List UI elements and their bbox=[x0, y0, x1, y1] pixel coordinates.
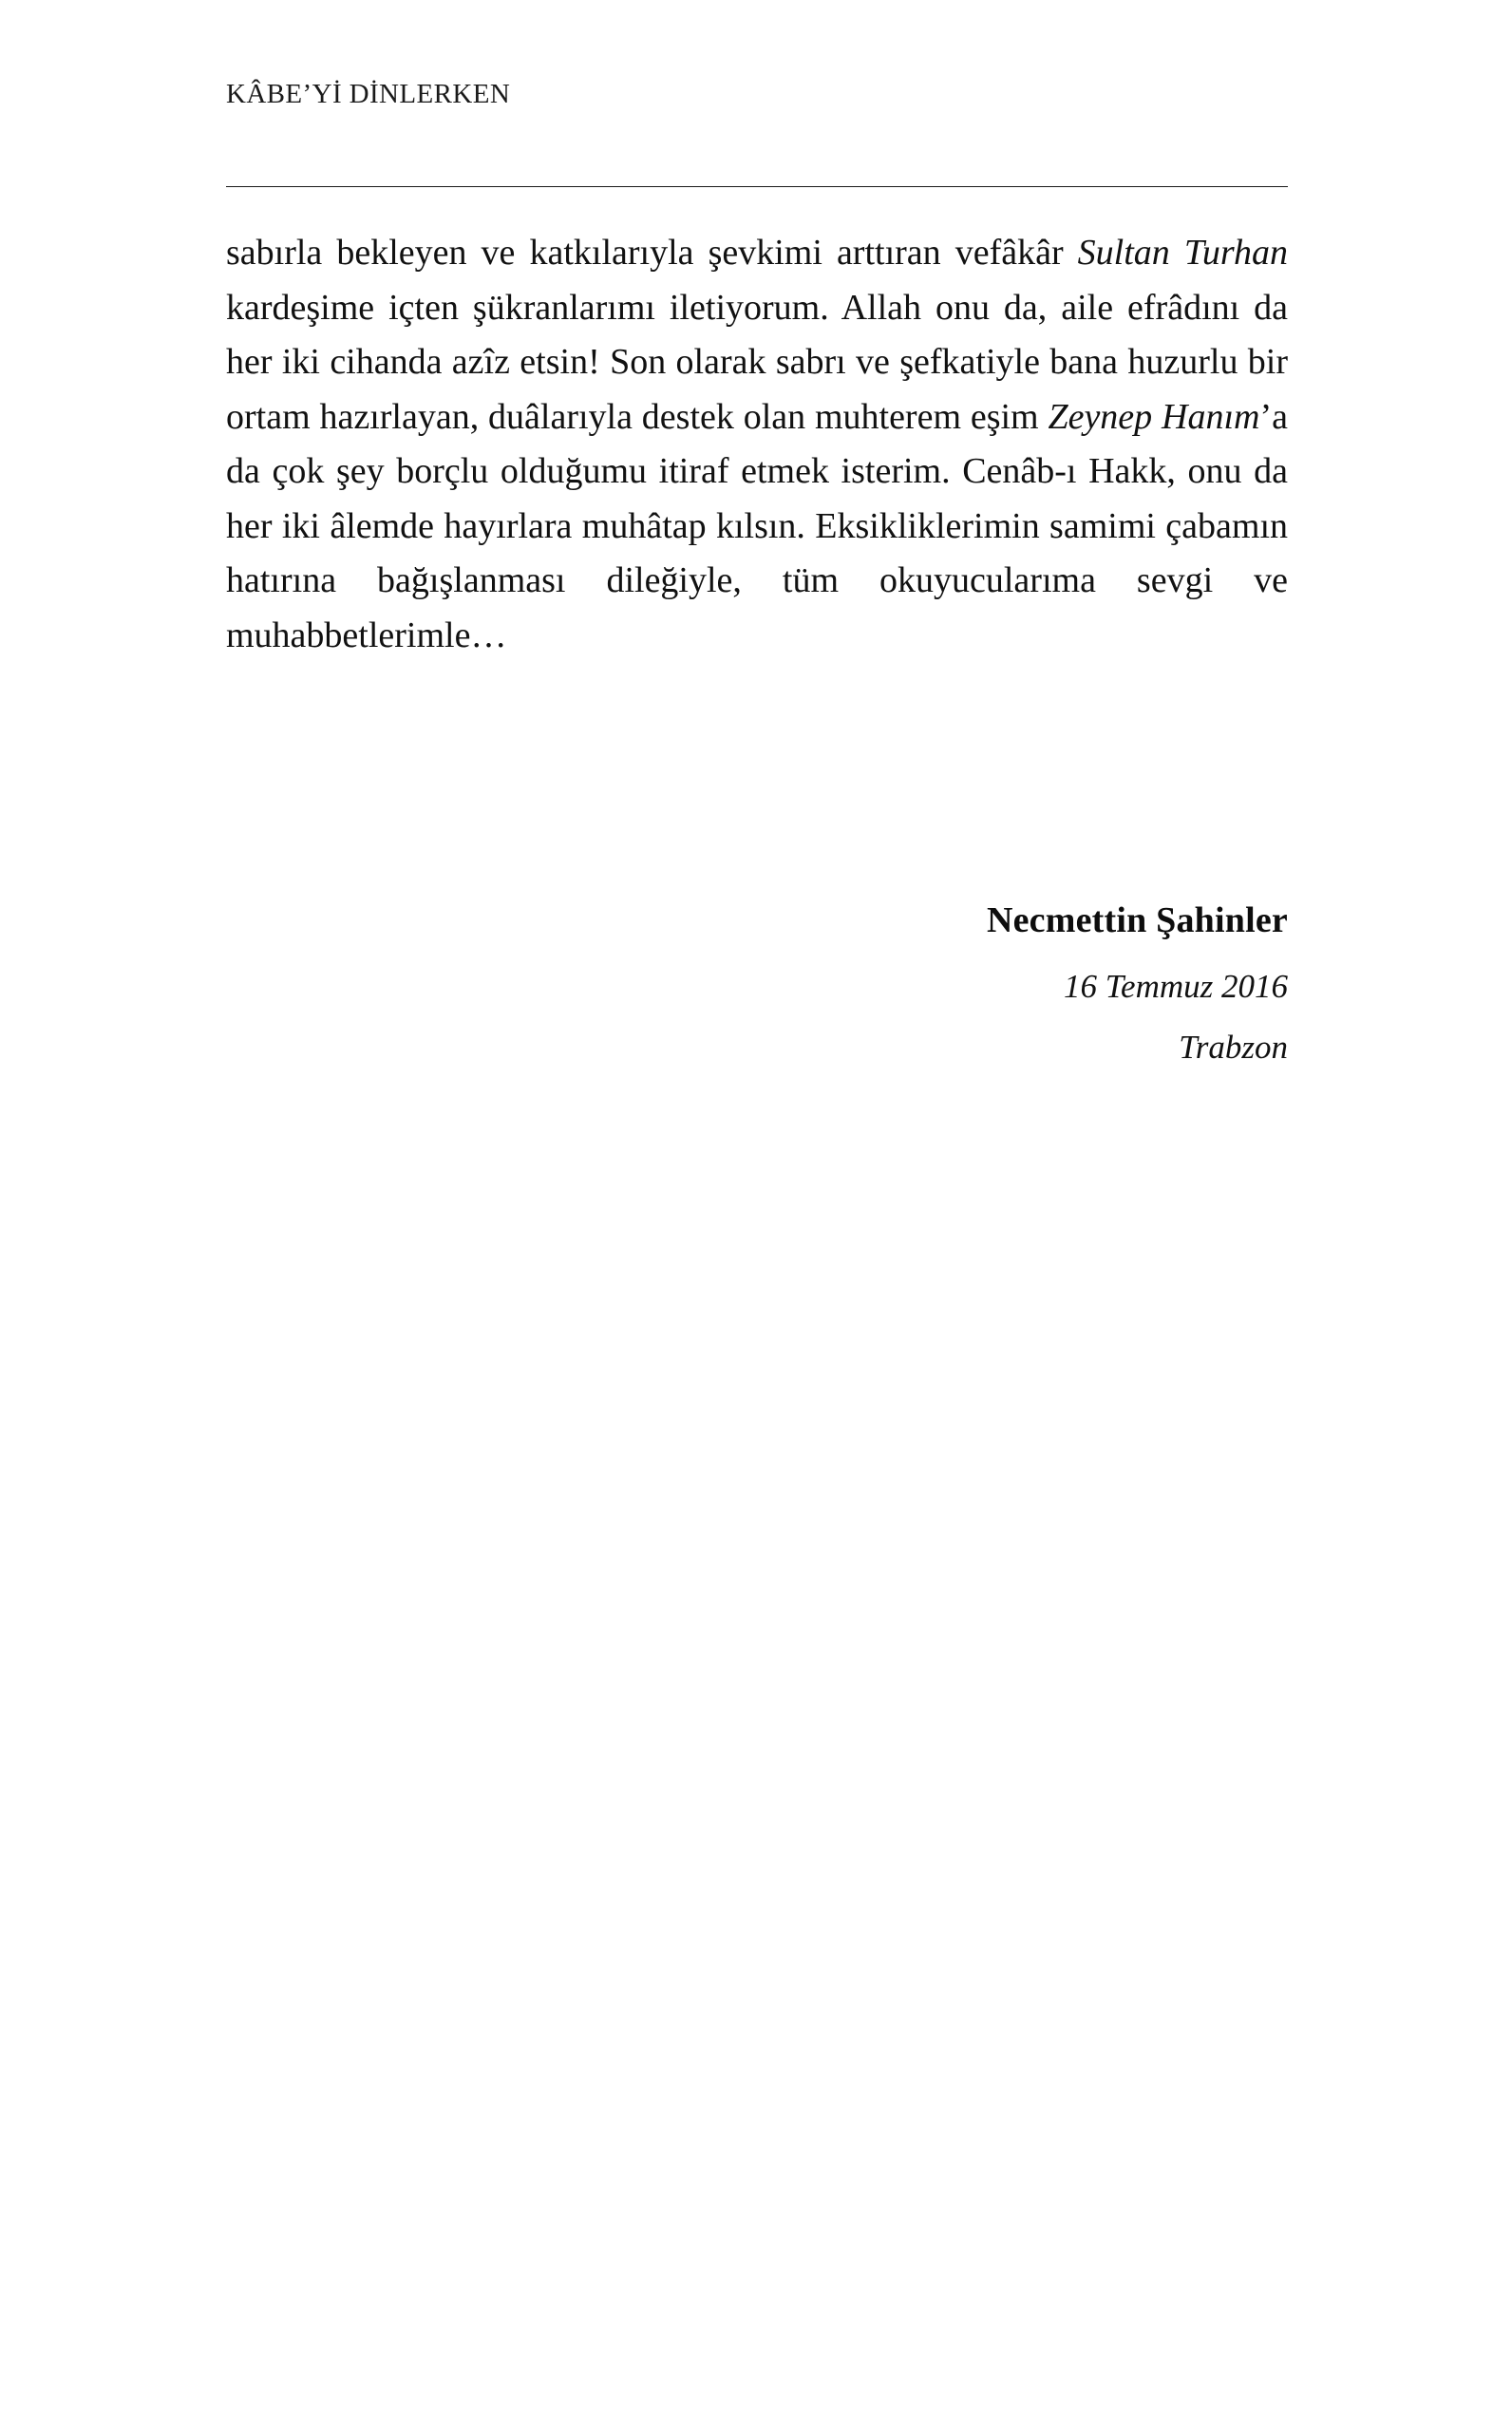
text-segment-italic-zeynep-hanim: Zeynep Hanım bbox=[1048, 396, 1260, 437]
paragraph bbox=[226, 226, 1288, 663]
signature-place: Trabzon bbox=[1179, 1029, 1288, 1066]
body-text-region bbox=[226, 226, 1288, 663]
signature-date: 16 Temmuz 2016 bbox=[1064, 968, 1288, 1005]
signature-block bbox=[226, 891, 1288, 1077]
running-head-title: KÂBE’Yİ DİNLERKEN bbox=[226, 79, 511, 109]
text-segment-3: ’a da çok şey borçlu olduğumu itiraf etmek isterim. Cenâb-ı Hakk, onu da her iki âlemde hayırlara muhâtap kılsın. Eksikliklerimin samimi çabamın hatırına bağışlanması dileğiyle, tüm okuyucularıma sevgi ve muhabbetlerimle… bbox=[226, 396, 1288, 655]
text-segment-2: kardeşime içten şükranlarımı iletiyorum. Allah onu da, aile efrâdını da her iki cihanda azîz etsin! Son olarak sabrı ve şefkatiyle bana huzurlu bir ortam hazırlayan, duâlarıyla destek olan muhterem eşim bbox=[226, 287, 1288, 437]
text-segment-italic-sultan-turhan: Sultan Turhan bbox=[1077, 233, 1288, 273]
author-name: Necmettin Şahinler bbox=[986, 900, 1288, 940]
header-divider bbox=[226, 186, 1288, 187]
page-header bbox=[226, 80, 1288, 110]
text-segment-1: sabırla bekleyen ve katkılarıyla şevkimi arttıran vefâkâr bbox=[226, 233, 1078, 273]
